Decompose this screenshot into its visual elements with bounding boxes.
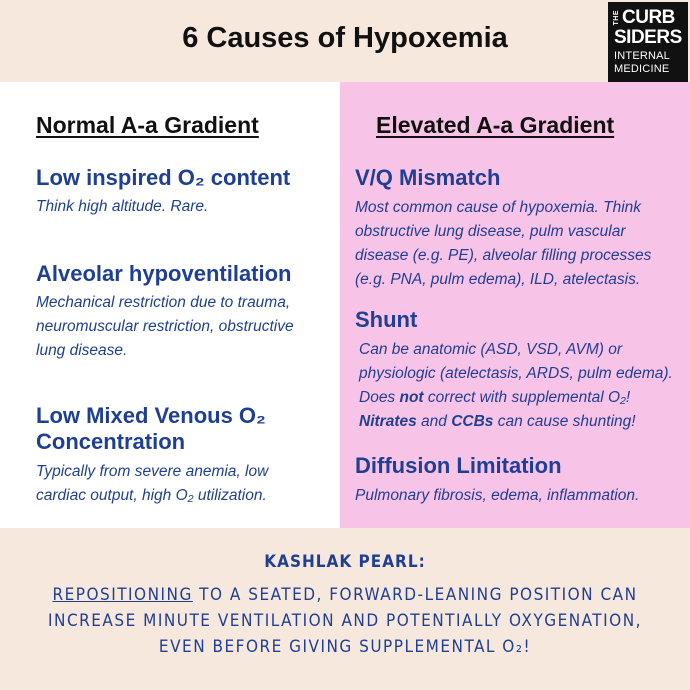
cause-title: Low Mixed Venous O₂: [36, 403, 266, 428]
cause-title: Concentration: [36, 429, 186, 454]
cause-desc: Pulmonary fibrosis, edema, inflammation.: [355, 487, 640, 504]
header: [0, 0, 690, 82]
elevated-gradient-column: [340, 82, 690, 528]
cause-title: V/Q Mismatch: [355, 165, 501, 190]
logo-medicine: MEDICINE: [614, 63, 670, 75]
cause-desc-line: Does not correct with supplemental O₂!: [359, 389, 631, 406]
kashlak-pearl: [0, 528, 690, 690]
cause-desc-line: Mechanical restriction due to trauma,: [36, 294, 291, 311]
cause-title: Alveolar hypoventilation: [36, 261, 292, 286]
cause-desc: Think high altitude. Rare.: [36, 198, 209, 215]
page-title: 6 Causes of Hypoxemia: [182, 22, 508, 54]
cause-title: Diffusion Limitation: [355, 453, 562, 478]
cause-desc-line: Most common cause of hypoxemia. Think: [355, 199, 642, 216]
pearl-line: INCREASE MINUTE VENTILATION AND POTENTIALLY OXYGENATION,: [48, 611, 642, 631]
logo-siders: SIDERS: [614, 27, 682, 48]
cause-title: Shunt: [355, 307, 418, 332]
cause-desc-line: cardiac output, high O₂ utilization.: [36, 487, 267, 504]
logo-the: THE: [613, 10, 620, 26]
elevated-gradient-heading: Elevated A-a Gradient: [376, 112, 615, 138]
pearl-title: KASHLAK PEARL:: [264, 552, 426, 572]
cause-desc-line: (e.g. PNA, pulm edema), ILD, atelectasis.: [355, 271, 641, 288]
normal-gradient-column: [0, 82, 340, 528]
cause-desc-line: physiologic (atelectasis, ARDS, pulm edema).: [359, 365, 673, 382]
cause-desc-line: lung disease.: [36, 342, 128, 359]
cause-title: Low inspired O₂ content: [36, 165, 291, 190]
pearl-line: EVEN BEFORE GIVING SUPPLEMENTAL O₂!: [158, 637, 532, 657]
logo-internal: INTERNAL: [614, 50, 670, 62]
cause-desc-line: neuromuscular restriction, obstructive: [36, 318, 294, 335]
logo-curb: CURB: [622, 7, 675, 28]
cause-desc-line: disease (e.g. PE), alveolar filling processes: [355, 247, 652, 264]
cause-desc-line: Nitrates and CCBs can cause shunting!: [359, 413, 636, 430]
pearl-line: REPOSITIONING TO A SEATED, FORWARD-LEANING POSITION CAN: [52, 585, 638, 605]
cause-desc-line: Typically from severe anemia, low: [36, 463, 269, 480]
cause-desc-line: Can be anatomic (ASD, VSD, AVM) or: [359, 341, 623, 358]
cause-desc-line: obstructive lung disease, pulm vascular: [355, 223, 626, 240]
curbsiders-logo: [608, 2, 688, 82]
normal-gradient-heading: Normal A-a Gradient: [36, 112, 259, 138]
